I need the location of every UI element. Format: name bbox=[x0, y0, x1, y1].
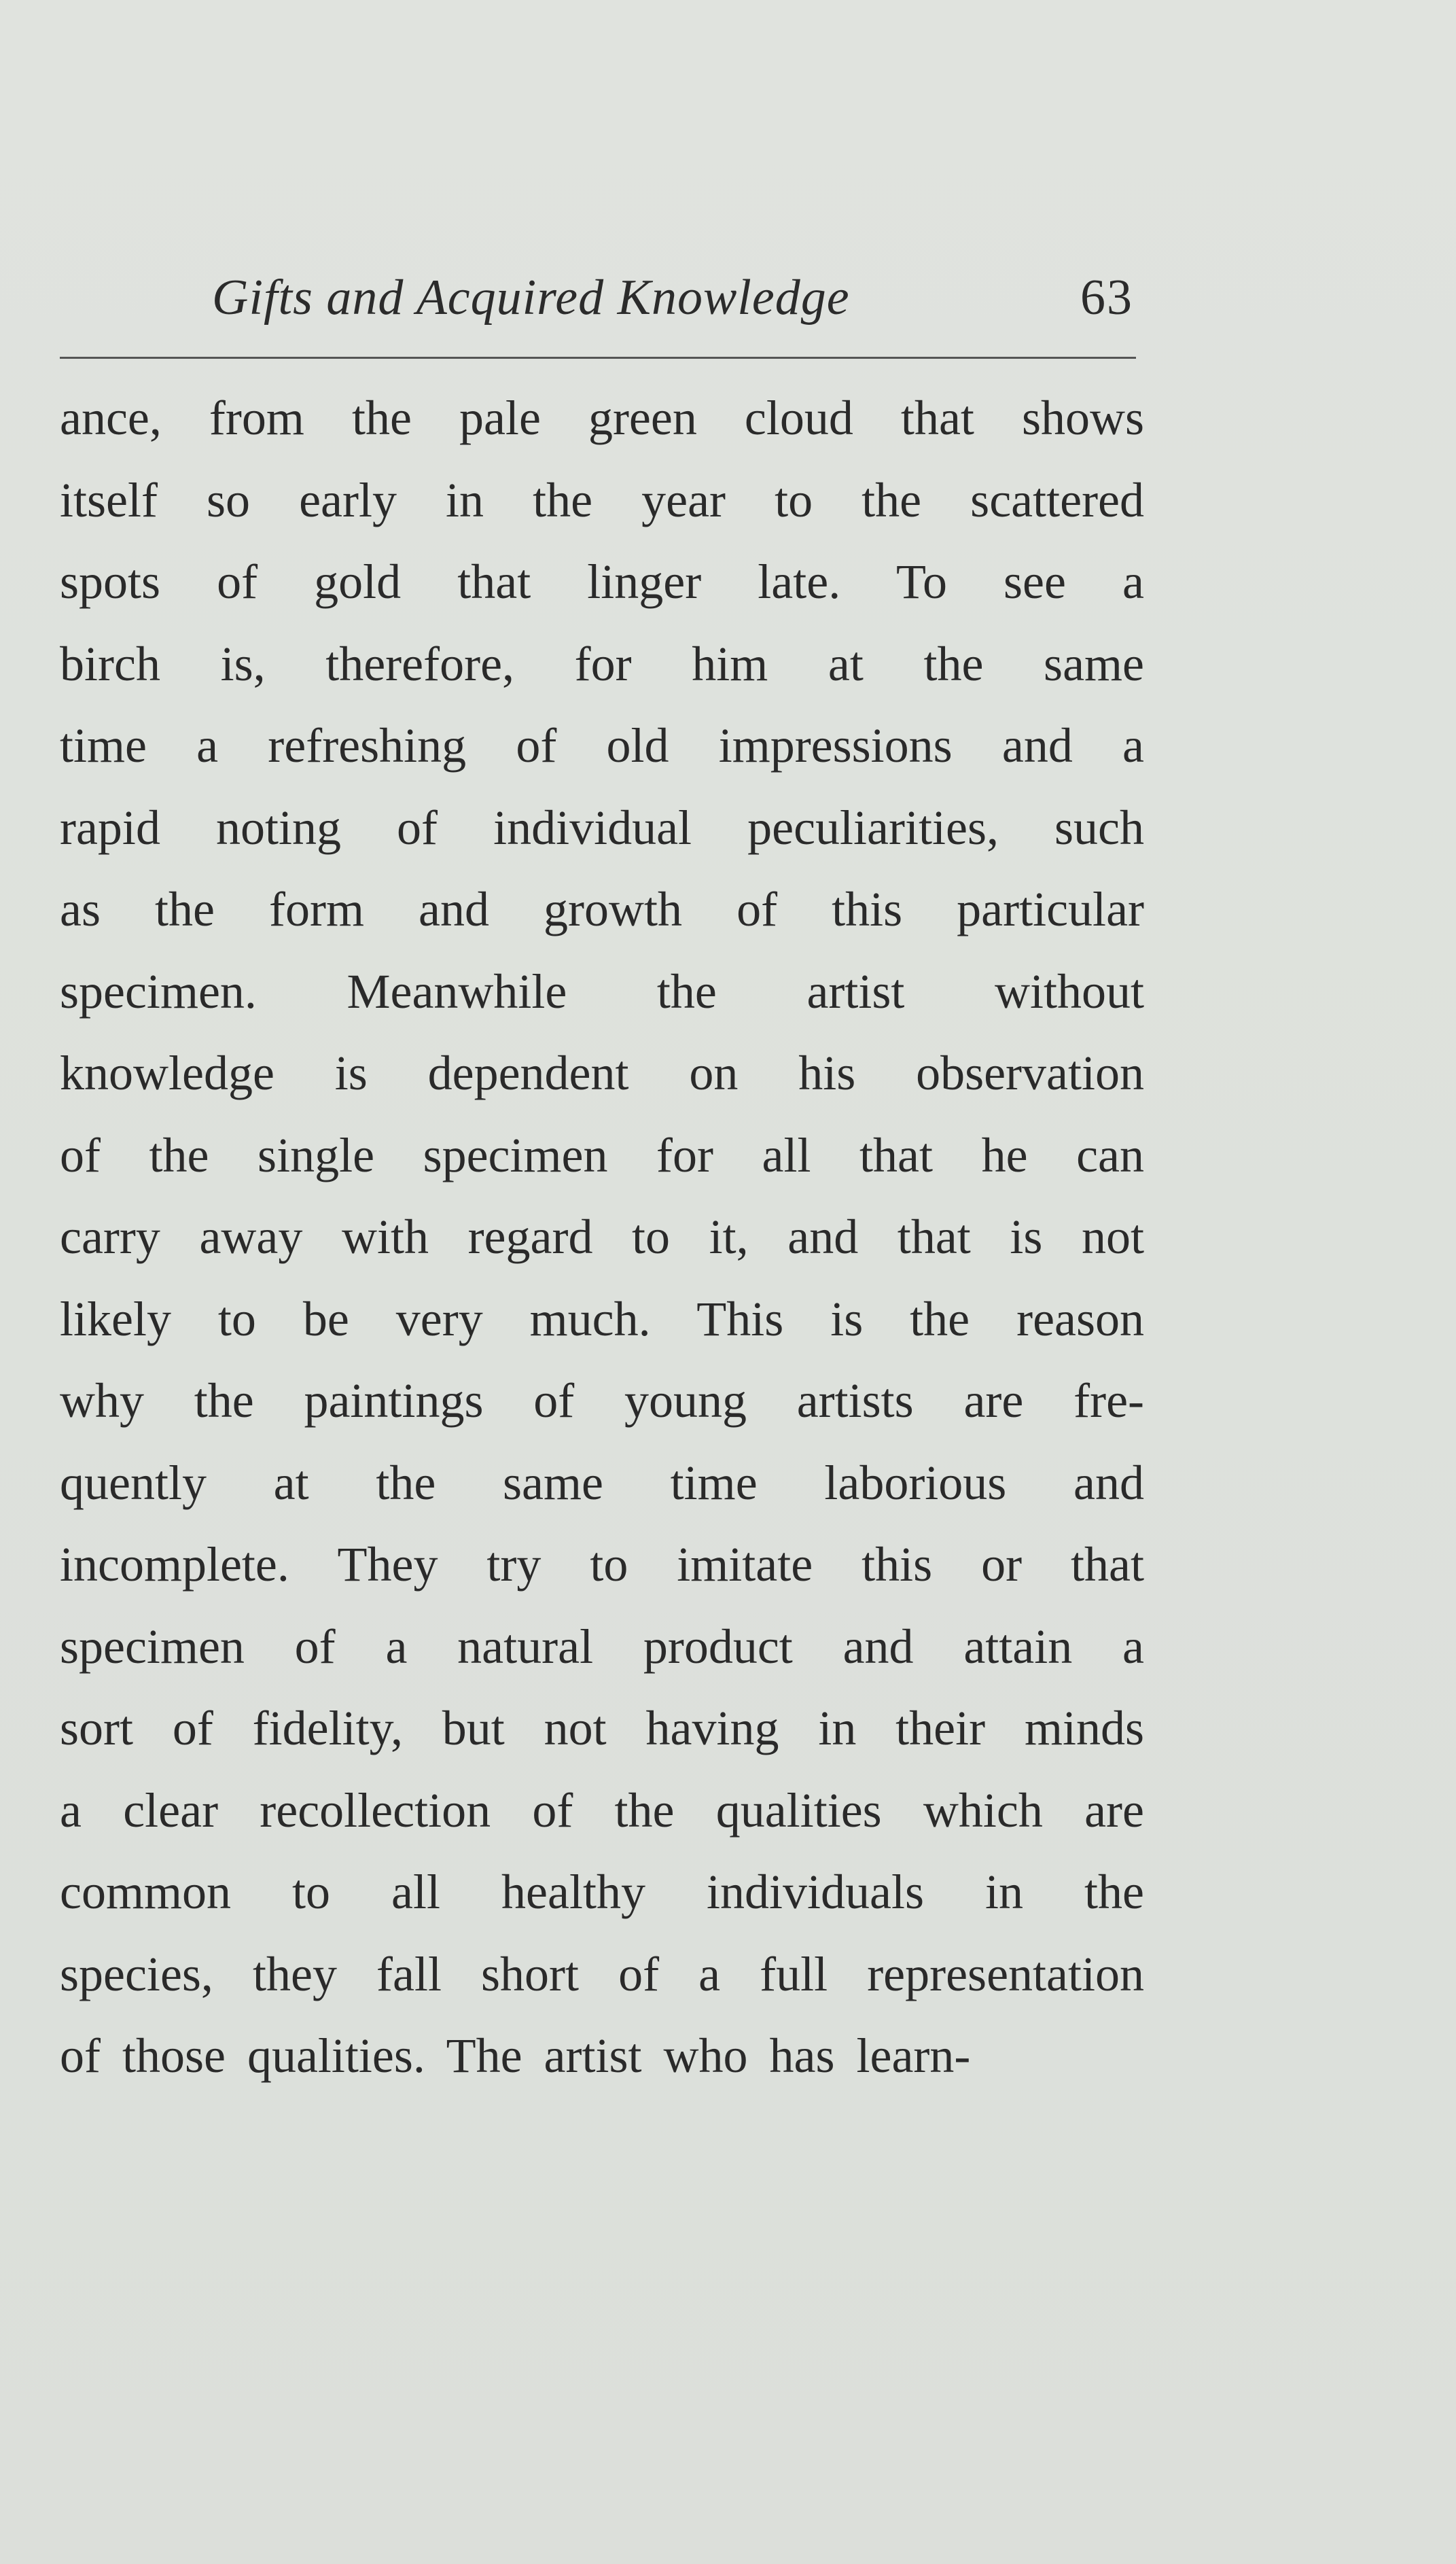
page-number: 63 bbox=[1080, 270, 1133, 326]
text-line: specimen. Meanwhile the artist without bbox=[60, 964, 1144, 1019]
text-line: ance, from the pale green cloud that shows bbox=[60, 391, 1144, 445]
text-line: species, they fall short of a full representation bbox=[60, 1946, 1144, 2001]
text-line: a clear recollection of the qualities which are bbox=[60, 1782, 1144, 1838]
text-line: carry away with regard to it, and that is not bbox=[60, 1210, 1144, 1264]
text-line: common to all healthy individuals in the bbox=[60, 1865, 1144, 1919]
header-rule bbox=[60, 357, 1136, 359]
text-line: sort of fidelity, but not having in their minds bbox=[60, 1701, 1144, 1755]
body-text bbox=[60, 377, 1144, 2097]
running-title: Gifts and Acquired Knowledge bbox=[212, 270, 850, 326]
text-line: of the single specimen for all that he can bbox=[60, 1127, 1144, 1182]
text-line: itself so early in the year to the scattered bbox=[60, 472, 1144, 527]
text-line: time a refreshing of old impressions and a bbox=[60, 718, 1144, 773]
text-line: incomplete. They try to imitate this or that bbox=[60, 1537, 1144, 1592]
text-line: likely to be very much. This is the reason bbox=[60, 1291, 1144, 1346]
text-line: as the form and growth of this particular bbox=[60, 882, 1144, 936]
text-line: rapid noting of individual peculiarities, such bbox=[60, 800, 1144, 855]
text-line: knowledge is dependent on his observation bbox=[60, 1046, 1144, 1100]
text-line: why the paintings of young artists are fre- bbox=[60, 1373, 1144, 1428]
text-line: birch is, therefore, for him at the same bbox=[60, 636, 1144, 691]
text-line: spots of gold that linger late. To see a bbox=[60, 555, 1144, 609]
text-line: quently at the same time laborious and bbox=[60, 1455, 1144, 1510]
page-header bbox=[60, 264, 1136, 332]
text-line: specimen of a natural product and attain a bbox=[60, 1619, 1144, 1674]
text-line: of those qualities. The artist who has learn- bbox=[60, 2029, 971, 2083]
